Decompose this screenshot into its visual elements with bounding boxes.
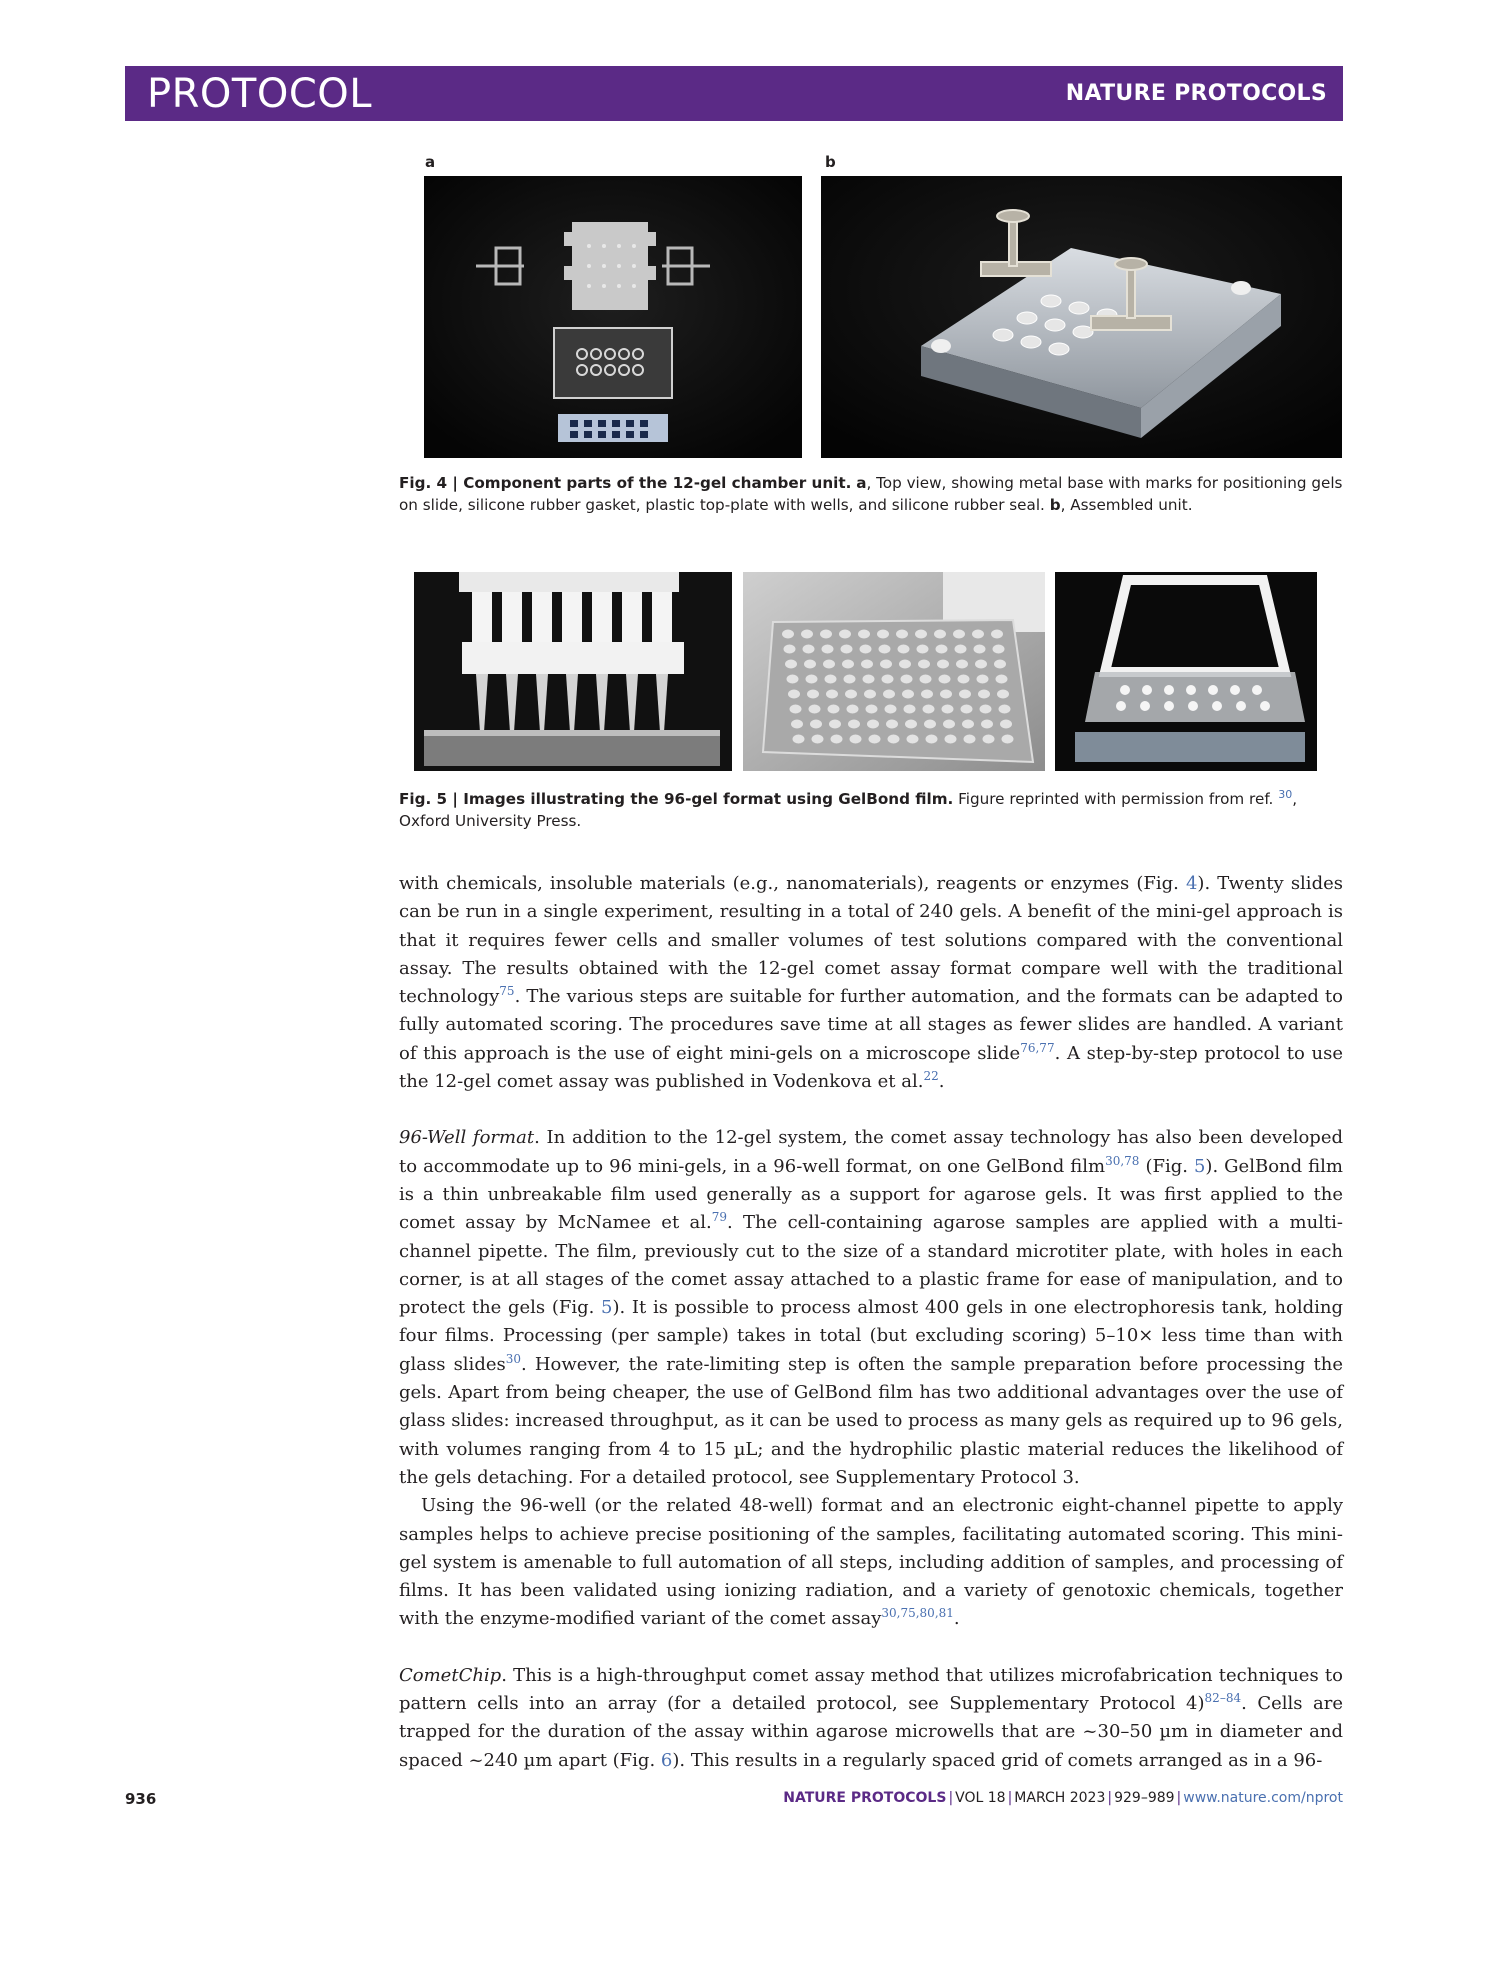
- gel-well: [937, 660, 949, 669]
- gel-well: [996, 675, 1008, 684]
- gel-well: [807, 690, 819, 699]
- gel-well: [907, 735, 919, 744]
- paragraph-4: [399, 1662, 1343, 1775]
- gel-well: [915, 630, 927, 639]
- fig5-caption-ref[interactable]: 30: [1278, 787, 1293, 801]
- gel-well: [793, 735, 805, 744]
- gel-well: [841, 645, 853, 654]
- gel-well: [858, 630, 870, 639]
- gel-well: [997, 690, 1009, 699]
- gel-well: [883, 690, 895, 699]
- gel-well: [880, 660, 892, 669]
- gel-well: [822, 645, 834, 654]
- page-number: 936: [125, 1790, 157, 1808]
- fig4-caption-a-label: a: [856, 474, 867, 492]
- gel-well: [829, 720, 841, 729]
- gel-well: [785, 660, 797, 669]
- gel-well: [958, 675, 970, 684]
- gel-well: [917, 645, 929, 654]
- gel-well: [972, 630, 984, 639]
- ref-link[interactable]: 30,78: [1105, 1153, 1140, 1168]
- journal-name: NATURE PROTOCOLS: [1065, 81, 1327, 106]
- gel-well: [953, 630, 965, 639]
- gel-well: [784, 645, 796, 654]
- body-text: [399, 870, 1343, 1775]
- text-run: .: [953, 1608, 960, 1630]
- gel-well: [999, 705, 1011, 714]
- gel-well: [864, 690, 876, 699]
- gel-well: [877, 630, 889, 639]
- fig4-caption: [399, 472, 1343, 516]
- gel-well: [823, 660, 835, 669]
- gel-well: [825, 675, 837, 684]
- paragraph-3: [399, 1492, 1343, 1633]
- gel-well: [956, 660, 968, 669]
- gel-well: [993, 645, 1005, 654]
- text-run: . The various steps are suitable for further automation, and the formats can be adapted to fully automated scoring. The procedures save time at all stages as fewer slides are handled. A variant of this approach is the use of eight mini-gels on a microscope slide: [399, 986, 1343, 1064]
- gel-well: [901, 675, 913, 684]
- fig5-photo-film: [743, 572, 1045, 771]
- gel-well: [983, 735, 995, 744]
- gel-well: [882, 675, 894, 684]
- text-run: (Fig.: [1139, 1155, 1194, 1177]
- text-run: . Cells are trapped for the duration of the assay within agarose microwells that are ~30–50 µm in diameter and spaced ~240 µm apart (Fig.: [399, 1693, 1343, 1771]
- gel-well: [980, 705, 992, 714]
- running-header: [125, 66, 1343, 121]
- gel-well: [920, 675, 932, 684]
- fig4b-assembled-unit-image: [821, 176, 1342, 458]
- ref-link[interactable]: 76,77: [1020, 1040, 1055, 1055]
- section-label: PROTOCOL: [147, 71, 373, 117]
- gel-well: [888, 735, 900, 744]
- gel-well: [981, 720, 993, 729]
- gel-well: [945, 735, 957, 744]
- text-run: . In addition to the 12-gel system, the comet assay technology has also been developed to accommodate up to 96 mini-gels, in a 96-well format, on one GelBond film: [399, 1127, 1343, 1177]
- gel-well: [867, 720, 879, 729]
- fig4-panel-label-a: a: [425, 153, 436, 171]
- ref-link[interactable]: 30: [505, 1351, 522, 1366]
- footer-pages: 929–989: [1114, 1790, 1175, 1806]
- footer-journal: NATURE PROTOCOLS: [783, 1790, 947, 1806]
- gel-well: [994, 660, 1006, 669]
- footer-date: MARCH 2023: [1014, 1790, 1106, 1806]
- gel-well: [904, 705, 916, 714]
- ref-link[interactable]: 22: [923, 1069, 939, 1084]
- gel-well: [974, 645, 986, 654]
- text-run: with chemicals, insoluble materials (e.g., nanomaterials), reagents or enzymes (Fig.: [399, 873, 1186, 894]
- gel-well: [791, 720, 803, 729]
- gel-well: [790, 705, 802, 714]
- gel-well: [844, 675, 856, 684]
- gel-well: [828, 705, 840, 714]
- footer-url[interactable]: www.nature.com/nprot: [1183, 1790, 1343, 1806]
- gel-well: [860, 645, 872, 654]
- text-run: . This is a high-throughput comet assay method that utilizes microfabrication techniques to pattern cells into an array (for a detailed protocol, see Supplementary Protocol 4): [399, 1664, 1343, 1715]
- gel-well: [812, 735, 824, 744]
- fig5-photo-pipette: [414, 572, 732, 771]
- footer-citation: NATURE PROTOCOLS | VOL 18 | MARCH 2023 | 929–989 | www.nature.com/nprot: [783, 1790, 1343, 1806]
- gel-well: [869, 735, 881, 744]
- run-in-heading: CometChip: [399, 1664, 502, 1686]
- gel-well: [787, 675, 799, 684]
- gel-well: [803, 645, 815, 654]
- gel-well: [923, 705, 935, 714]
- gel-well: [848, 720, 860, 729]
- gel-well: [964, 735, 976, 744]
- gel-well: [885, 705, 897, 714]
- text-run: ). Twenty slides can be run in a single experiment, resulting in a total of 240 gels. A benefit of the mini-gel approach is that it requires fewer cells and smaller volumes of test solutions compared with the conventional assay. The results obtained with the 12-gel comet assay format compare well with the traditional technology: [399, 873, 1343, 1008]
- fig5-caption-text: Figure reprinted with permission from ref.: [958, 790, 1274, 808]
- text-run: ). This results in a regularly spaced grid of comets arranged as in a 96-: [672, 1749, 1323, 1771]
- gel-well: [879, 645, 891, 654]
- gel-well: [863, 675, 875, 684]
- gel-well: [943, 720, 955, 729]
- ref-link[interactable]: 82–84: [1204, 1691, 1242, 1706]
- gel-well: [940, 690, 952, 699]
- gel-well: [899, 660, 911, 669]
- fig4a-components-image: [424, 176, 802, 458]
- gel-well: [788, 690, 800, 699]
- gel-well: [934, 630, 946, 639]
- gel-well: [924, 720, 936, 729]
- gel-well: [839, 630, 851, 639]
- gel-well: [975, 660, 987, 669]
- fig4b-photo: [821, 176, 1342, 458]
- gel-well: [962, 720, 974, 729]
- text-run: . However, the rate-limiting step is often the sample preparation before processing the gels. Apart from being cheaper, the use of GelBond film has two additional advantages over the use of glass slides: increased throughput, as it can be used to process as many gels as required up to 96 gels, with volumes ranging from 4 to 15 µL; and the hydrophilic plastic material reduces the likelihood of the gels detaching. For a detailed protocol, see Supplementary Protocol 3.: [399, 1353, 1343, 1488]
- fig5-pipette-image: [414, 572, 732, 771]
- gel-well: [782, 630, 794, 639]
- gel-well: [809, 705, 821, 714]
- gel-well: [1000, 720, 1012, 729]
- text-run: .: [938, 1071, 945, 1093]
- gel-well: [804, 660, 816, 669]
- run-in-heading: 96-Well format: [399, 1127, 535, 1149]
- gel-well: [977, 675, 989, 684]
- gel-well: [861, 660, 873, 669]
- fig5-photo-frame: [1055, 572, 1317, 771]
- ref-link[interactable]: 75: [499, 984, 515, 999]
- gel-well: [959, 690, 971, 699]
- fig-link[interactable]: 5: [1193, 1155, 1206, 1177]
- fig4-caption-b-label: b: [1049, 496, 1061, 514]
- paragraph-1: [399, 870, 1343, 1096]
- fig4-caption-title: Fig. 4 | Component parts of the 12-gel chamber unit.: [399, 474, 852, 492]
- gel-well: [826, 690, 838, 699]
- text-run: . The cell-containing agarose samples are applied with a multi-channel pipette. The film, previously cut to the size of a standard microtiter plate, with holes in each corner, is at all stages of the comet assay attached to a plastic frame for ease of manipulation, and to protect the gels (Fig.: [399, 1212, 1343, 1319]
- fig-link[interactable]: 5: [601, 1297, 613, 1319]
- gel-well: [921, 690, 933, 699]
- gel-well: [918, 660, 930, 669]
- gel-well: [961, 705, 973, 714]
- fig4-panel-label-b: b: [825, 153, 836, 171]
- paragraph-2: [399, 1124, 1343, 1492]
- footer-volume: VOL 18: [955, 1790, 1006, 1806]
- gel-well: [845, 690, 857, 699]
- fig5-caption: [399, 788, 1343, 832]
- text-run: ). GelBond film is a thin unbreakable film used generally as a support for agarose gels. It was first applied to the comet assay by McNamee et al.: [399, 1155, 1343, 1234]
- gel-well: [842, 660, 854, 669]
- gel-well: [886, 720, 898, 729]
- gel-well: [820, 630, 832, 639]
- gel-well: [847, 705, 859, 714]
- fig-link[interactable]: 4: [1185, 873, 1198, 894]
- fig5-gelbond-film-image: [743, 572, 1045, 771]
- fig5-caption-title: Fig. 5 | Images illustrating the 96-gel format using GelBond film.: [399, 790, 954, 808]
- gel-well: [905, 720, 917, 729]
- ref-link[interactable]: 30,75,80,81: [881, 1606, 954, 1621]
- gel-well: [942, 705, 954, 714]
- gel-well: [850, 735, 862, 744]
- fig4-caption-a-text: , Top view, showing metal base with marks for positioning gels on slide, silicone rubber gasket, plastic top-plate with wells, and silicone rubber seal.: [399, 474, 1343, 514]
- gel-well: [902, 690, 914, 699]
- fig4-caption-b-text: , Assembled unit.: [1060, 496, 1193, 514]
- gel-well: [801, 630, 813, 639]
- text-run: Using the 96-well (or the related 48-well) format and an electronic eight-channel pipette to apply samples helps to achieve precise positioning of the samples, facilitating automated scoring. This mini-gel system is amenable to full automation of all steps, including addition of samples, and processing of films. It has been validated using ionizing radiation, and a variety of genotoxic chemicals, together with the enzyme-modified variant of the comet assay: [399, 1495, 1343, 1630]
- gel-well: [978, 690, 990, 699]
- text-run: ). It is possible to process almost 400 gels in one electrophoresis tank, holding four films. Processing (per sample) takes in total (but excluding scoring) 5–10× less time than with glass slides: [399, 1297, 1344, 1375]
- fig5-plastic-frame-image: [1055, 572, 1317, 771]
- ref-link[interactable]: 79: [711, 1210, 727, 1225]
- gel-well: [936, 645, 948, 654]
- fig4a-photo: [424, 176, 802, 458]
- gel-well: [810, 720, 822, 729]
- fig5-caption-tail: , Oxford University Press.: [399, 790, 1298, 830]
- gel-well: [831, 735, 843, 744]
- gel-well: [866, 705, 878, 714]
- gel-well: [1002, 735, 1014, 744]
- gel-well: [898, 645, 910, 654]
- gel-well: [896, 630, 908, 639]
- gel-well: [926, 735, 938, 744]
- text-run: . A step-by-step protocol to use the 12-gel comet assay was published in Vodenkova et al.: [399, 1042, 1343, 1093]
- gel-well: [991, 630, 1003, 639]
- fig-link[interactable]: 6: [660, 1749, 673, 1771]
- gel-well: [939, 675, 951, 684]
- gel-well: [806, 675, 818, 684]
- gel-well: [955, 645, 967, 654]
